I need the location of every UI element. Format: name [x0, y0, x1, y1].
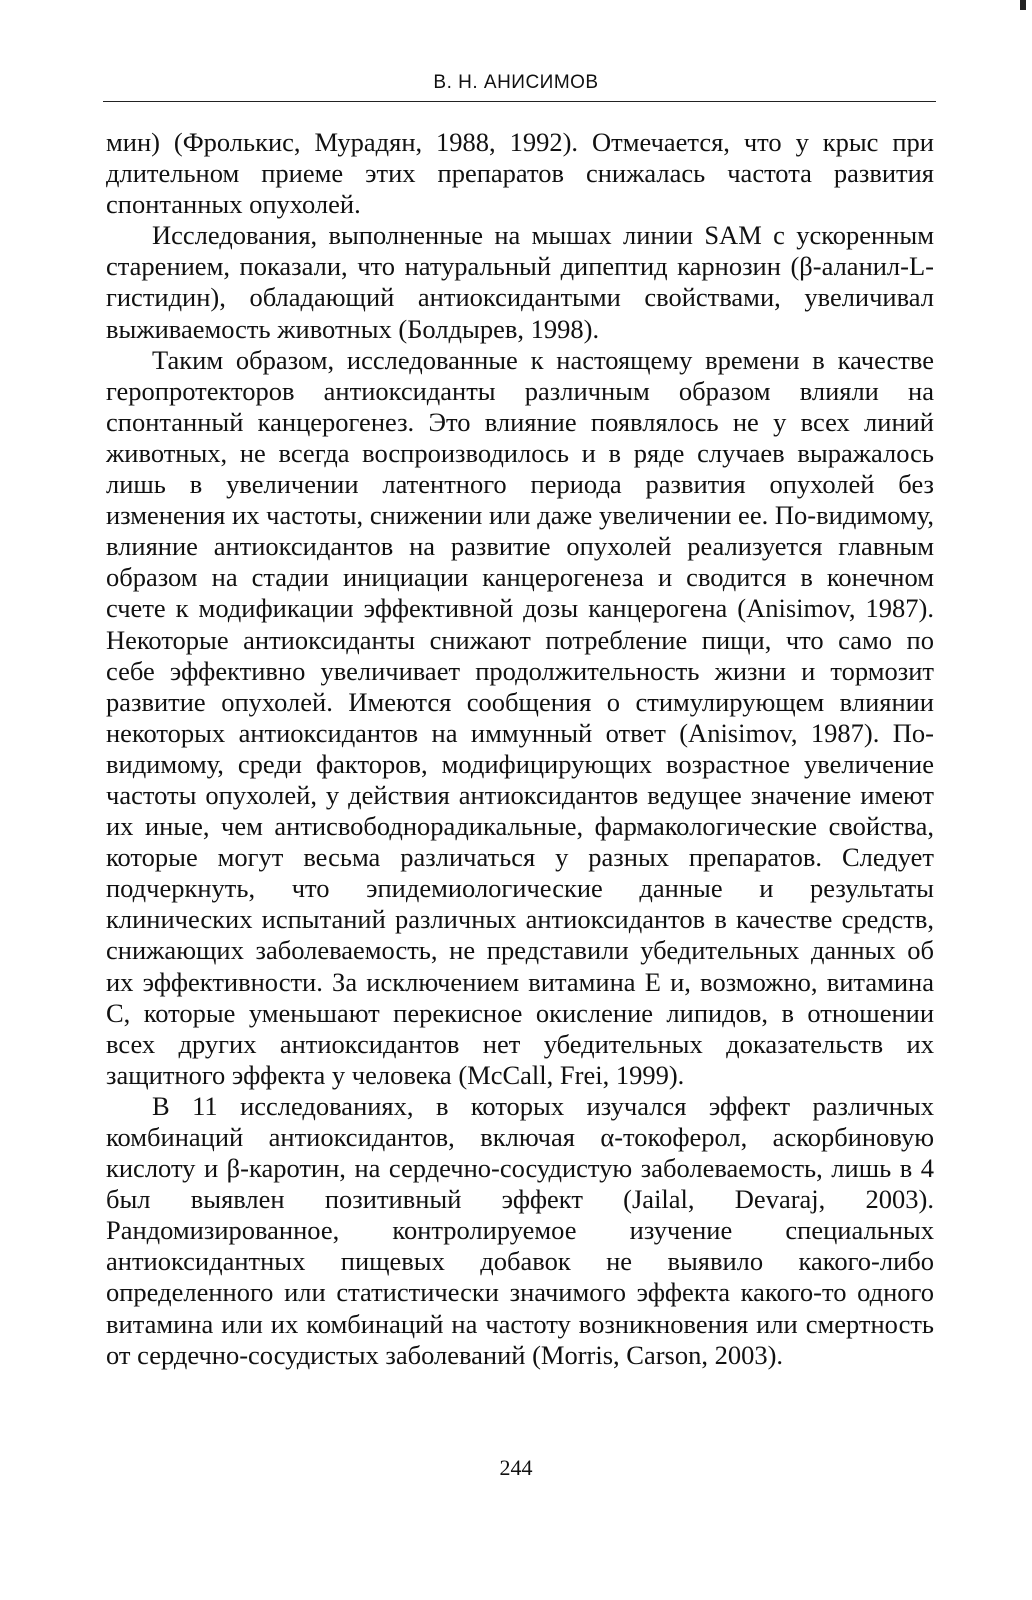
paragraph: мин) (Фролькис, Мурадян, 1988, 1992). Отмечается, что у крыс при длительном приеме этих препаратов снижалась частота развития спонтанных опухолей. — [106, 127, 934, 220]
paragraph: Таким образом, исследованные к настоящему времени в качестве геропротекторов антиоксиданты различным образом влияли на спонтанный канцерогенез. Это влияние появлялось не у всех линий животных, не всегда воспроизводилось и в ряде случаев выражалось лишь в увеличении латентного периода развития опухолей без изменения их частоты, снижении или даже увеличении ее. По-видимому, влияние антиоксидантов на развитие опухолей реализуется главным образом на стадии инициации канцерогенеза и сводится в конечном счете к модификации эффективной дозы канцерогена (Anisimov, 1987). Некоторые антиоксиданты снижают потребление пищи, что само по себе эффективно увеличивает продолжительность жизни и тормозит развитие опухолей. Имеются сообщения о стимулирующем влиянии некоторых антиоксидантов на иммунный ответ (Anisimov, 1987). По-видимому, среди факторов, модифицирующих возрастное увеличение частоты опухолей, у действия антиоксидантов ведущее значение имеют их иные, чем антисвободнорадикальные, фармакологические свойства, которые могут весьма различаться у разных препаратов. Следует подчеркнуть, что эпидемиологические данные и результаты клинических испытаний различных антиоксидантов в качестве средств, снижающих заболеваемость, не представили убедительных данных об их эффективности. За исключением витамина Е и, возможно, витамина С, которые уменьшают перекисное окисление липидов, в отношении всех других антиоксидантов нет убедительных доказательств их защитного эффекта у человека (McCall, Frei, 1999). — [106, 344, 934, 1090]
paragraph: В 11 исследованиях, в которых изучался эффект различных комбинаций антиоксидантов, включая α-токоферол, аскорбиновую кислоту и β-каротин, на сердечно-сосудистую заболеваемость, лишь в 4 был выявлен позитивный эффект (Jailal, Devaraj, 2003). Рандомизированное, контролируемое изучение специальных антиоксидантных пищевых добавок не выявило какого-либо определенного или статистически значимого эффекта какого-то одного витамина или их комбинаций на частоту возникновения или смертность от сердечно-сосудистых заболеваний (Morris, Carson, 2003). — [106, 1090, 934, 1370]
scan-edge-mark — [1020, 0, 1026, 10]
paragraph: Исследования, выполненные на мышах линии SAM с ускоренным старением, показали, что натуральный дипептид карнозин (β-аланил-L-гистидин), обладающий антиоксидантыми свойствами, увеличивал выживаемость животных (Болдырев, 1998). — [106, 220, 934, 344]
page-number: 244 — [499, 1455, 533, 1480]
header-rule — [103, 101, 936, 102]
page-body — [106, 127, 934, 1371]
running-header: В. Н. АНИСИМОВ — [433, 72, 599, 93]
